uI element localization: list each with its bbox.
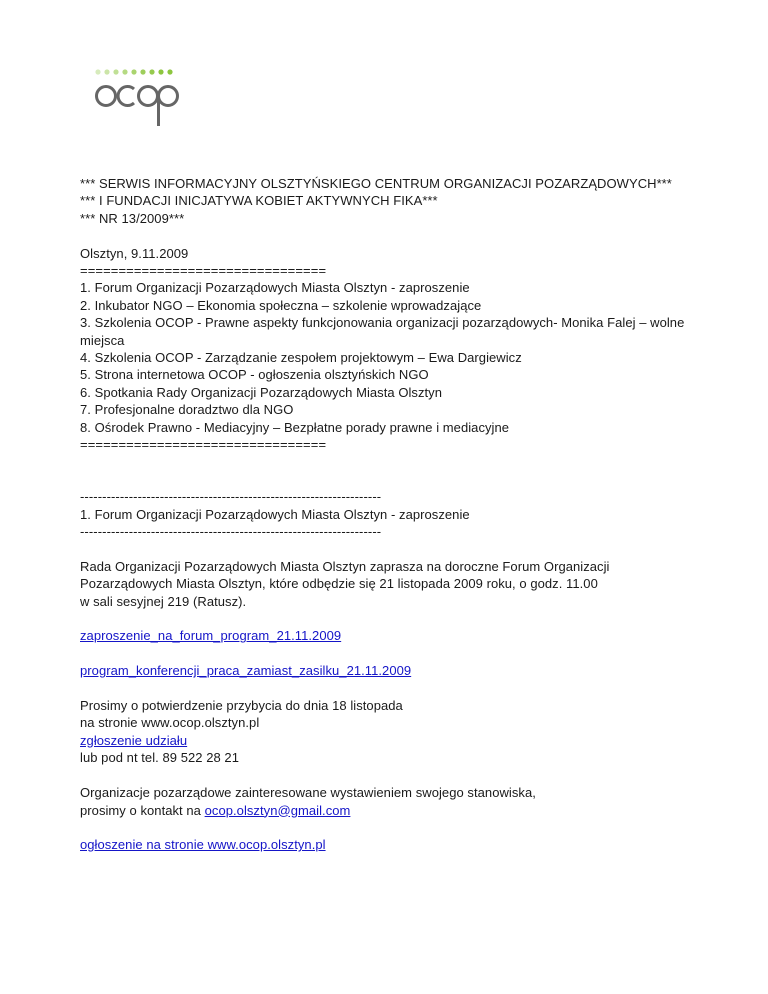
- ocop-logo: [94, 68, 184, 130]
- toc-item: 5. Strona internetowa OCOP - ogłoszenia olsztyńskich NGO: [80, 367, 429, 383]
- announcement-link[interactable]: ogłoszenie na stronie www.ocop.olsztyn.pl: [80, 837, 326, 853]
- contact-prefix: prosimy o kontakt na: [80, 802, 205, 818]
- separator: --------------------------------------------------------------------: [80, 489, 382, 505]
- date-line: Olsztyn, 9.11.2009: [80, 245, 189, 261]
- paragraph-line: na stronie www.ocop.olsztyn.pl: [80, 715, 260, 731]
- logo-letters: [97, 87, 178, 127]
- header-line-3: *** NR 13/2009***: [80, 210, 185, 226]
- newsletter-body: [80, 175, 700, 854]
- paragraph-line: Rada Organizacji Pozarządowych Miasta Olsztyn zaprasza na doroczne Forum Organizacji: [80, 558, 610, 574]
- toc-item: 2. Inkubator NGO – Ekonomia społeczna – szkolenie wprowadzające: [80, 297, 482, 313]
- toc-item: 6. Spotkania Rady Organizacji Pozarządowych Miasta Olsztyn: [80, 384, 443, 400]
- section-title: 1. Forum Organizacji Pozarządowych Miasta Olsztyn - zaproszenie: [80, 506, 470, 522]
- table-of-contents: [80, 279, 700, 436]
- header-line-2: *** I FUNDACJI INICJATYWA KOBIET AKTYWNYCH FIKA***: [80, 193, 438, 209]
- conference-program-link[interactable]: program_konferencji_praca_zamiast_zasilku_21.11.2009: [80, 663, 412, 679]
- header-line-1: *** SERWIS INFORMACYJNY OLSZTYŃSKIEGO CENTRUM ORGANIZACJI POZARZĄDOWYCH***: [80, 176, 672, 191]
- toc-item: 1. Forum Organizacji Pozarządowych Miasta Olsztyn - zaproszenie: [80, 280, 470, 296]
- paragraph-line: Pozarządowych Miasta Olsztyn, które odbędzie się 21 listopada 2009 roku, o godz. 11.00: [80, 576, 598, 592]
- separator: --------------------------------------------------------------------: [80, 524, 382, 540]
- toc-item: 3. Szkolenia OCOP - Prawne aspekty funkcjonowania organizacji pozarządowych- Monika Falej – wolne miejsca: [80, 315, 685, 348]
- invitation-program-link[interactable]: zaproszenie_na_forum_program_21.11.2009: [80, 628, 342, 644]
- paragraph-line: Organizacje pozarządowe zainteresowane wystawieniem swojego stanowiska,: [80, 785, 536, 801]
- email-link[interactable]: ocop.olsztyn@gmail.com: [204, 802, 351, 818]
- separator: ================================: [80, 263, 327, 279]
- paragraph-line: Prosimy o potwierdzenie przybycia do dnia 18 listopada: [80, 698, 403, 714]
- paragraph-line: [80, 802, 700, 819]
- toc-item: 4. Szkolenia OCOP - Zarządzanie zespołem projektowym – Ewa Dargiewicz: [80, 350, 522, 366]
- logo-dots: [95, 69, 172, 74]
- toc-item: 8. Ośrodek Prawno - Mediacyjny – Bezpłatne porady prawne i mediacyjne: [80, 419, 510, 435]
- paragraph-line: lub pod nt tel. 89 522 28 21: [80, 750, 239, 766]
- separator: ================================: [80, 437, 327, 453]
- paragraph-line: w sali sesyjnej 219 (Ratusz).: [80, 593, 247, 609]
- toc-item: 7. Profesjonalne doradztwo dla NGO: [80, 402, 294, 418]
- registration-link[interactable]: zgłoszenie udziału: [80, 732, 188, 748]
